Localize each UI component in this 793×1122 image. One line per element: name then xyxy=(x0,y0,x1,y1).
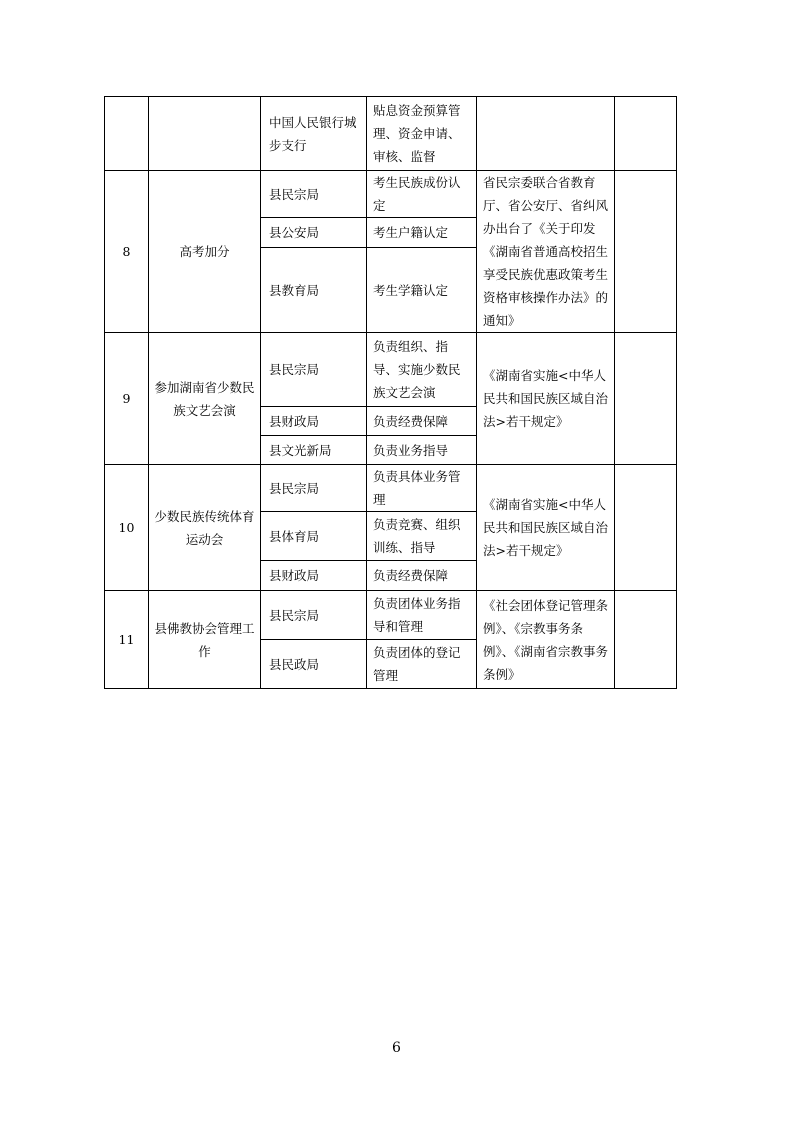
department-cell: 县民宗局 xyxy=(261,333,367,407)
responsibility-cell: 负责团体的登记管理 xyxy=(367,640,477,689)
basis-cell: 省民宗委联合省教育厅、省公安厅、省纠风办出台了《关于印发《湖南省普通高校招生享受民族优惠政策考生资格审核操作办法》的通知》 xyxy=(477,171,615,333)
department-cell: 县民政局 xyxy=(261,640,367,689)
table-row xyxy=(105,465,677,512)
page-number: 6 xyxy=(392,1040,401,1056)
responsibility-cell: 负责团体业务指导和管理 xyxy=(367,591,477,640)
department-cell: 县体育局 xyxy=(261,512,367,561)
row-number: 11 xyxy=(105,591,149,689)
table-row xyxy=(105,591,677,640)
item-name: 少数民族传统体育运动会 xyxy=(149,465,261,591)
responsibility-cell: 负责竞赛、组织训练、指导 xyxy=(367,512,477,561)
table-row xyxy=(105,171,677,218)
basis-cell: 《湖南省实施<中华人民共和国民族区域自治法>若干规定》 xyxy=(477,465,615,591)
row-number: 9 xyxy=(105,333,149,465)
item-name: 县佛教协会管理工作 xyxy=(149,591,261,689)
department-cell: 县公安局 xyxy=(261,218,367,248)
item-name: 高考加分 xyxy=(149,171,261,333)
table-cell xyxy=(149,97,261,171)
responsibility-cell: 负责经费保障 xyxy=(367,561,477,591)
responsibility-cell: 考生学籍认定 xyxy=(367,248,477,333)
responsibility-cell: 贴息资金预算管理、资金申请、审核、监督 xyxy=(367,97,477,171)
table-row xyxy=(105,333,677,407)
department-cell: 县财政局 xyxy=(261,561,367,591)
remark-cell xyxy=(615,333,677,465)
department-cell: 县教育局 xyxy=(261,248,367,333)
responsibility-table xyxy=(104,96,677,689)
department-cell: 中国人民银行城步支行 xyxy=(261,97,367,171)
department-cell: 县财政局 xyxy=(261,407,367,436)
department-cell: 县文光新局 xyxy=(261,436,367,465)
table-cell xyxy=(105,97,149,171)
responsibility-cell: 负责组织、指导、实施少数民族文艺会演 xyxy=(367,333,477,407)
responsibility-cell: 负责业务指导 xyxy=(367,436,477,465)
responsibility-cell: 负责经费保障 xyxy=(367,407,477,436)
department-cell: 县民宗局 xyxy=(261,591,367,640)
row-number: 8 xyxy=(105,171,149,333)
remark-cell xyxy=(615,465,677,591)
row-number: 10 xyxy=(105,465,149,591)
responsibility-cell: 负责具体业务管理 xyxy=(367,465,477,512)
department-cell: 县民宗局 xyxy=(261,465,367,512)
basis-cell: 《社会团体登记管理条例》、《宗教事务条例》、《湖南省宗教事务条例》 xyxy=(477,591,615,689)
department-cell: 县民宗局 xyxy=(261,171,367,218)
remark-cell xyxy=(615,97,677,171)
responsibility-cell: 考生民族成份认定 xyxy=(367,171,477,218)
basis-cell: 《湖南省实施<中华人民共和国民族区域自治法>若干规定》 xyxy=(477,333,615,465)
item-name: 参加湖南省少数民族文艺会演 xyxy=(149,333,261,465)
remark-cell xyxy=(615,591,677,689)
remark-cell xyxy=(615,171,677,333)
table-row xyxy=(105,97,677,171)
responsibility-cell: 考生户籍认定 xyxy=(367,218,477,248)
basis-cell xyxy=(477,97,615,171)
